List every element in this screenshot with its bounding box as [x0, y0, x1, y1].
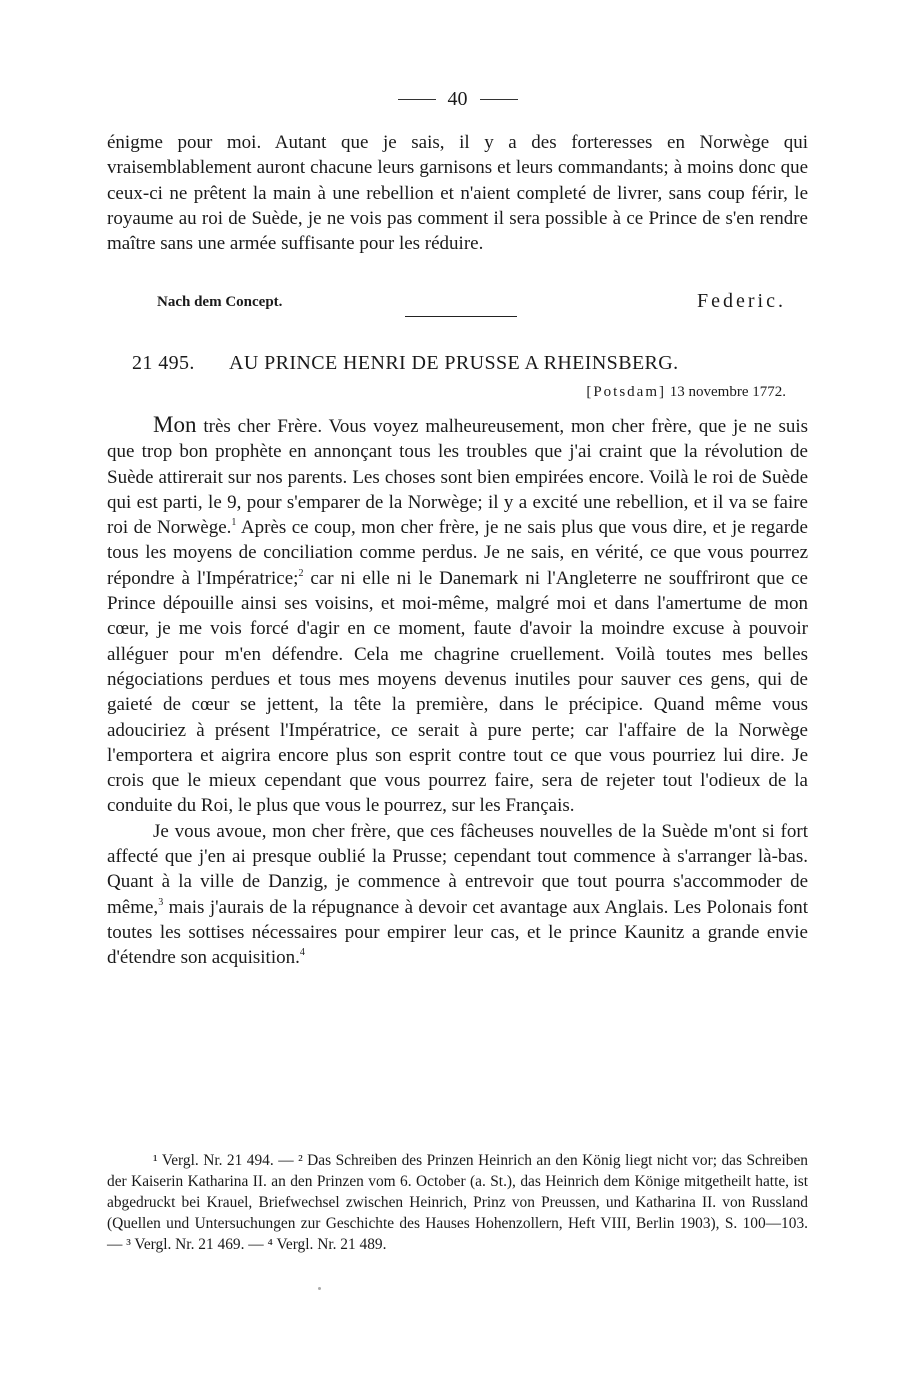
- source-note: Nach dem Concept.: [157, 294, 283, 310]
- letter-paragraph-1: [107, 412, 808, 819]
- signoff-rule: [405, 316, 517, 317]
- intro-paragraph: [107, 130, 808, 256]
- header-dash-right: [480, 99, 518, 100]
- letter-p1-c: car ni elle ni le Danemark ni l'Angleterre ne souffriront que ce Prince dépouille ainsi ses voisins, et moi-même, malgré moi et dans l'amertume de mon cœur, je me vois forcé d'agir en ce moment, faute d'avoir la moindre excuse à pouvoir alléguer pour m'en défendre. Cela me chagrine cruellement. Voilà toutes mes belles négociations perdues et tous mes moyens devenus inutiles pour sauver ces gens, qui de gaieté de cœur se jettent, la tête la première, dans le précipice. Quand même vous adouciriez à présent l'Impératrice, ce serait à pure perte; car l'affaire de la Norwège l'emportera et aigrira encore plus son esprit contre tout ce que vous pourriez lui dire. Je crois que le mieux cependant que vous pourrez faire, sera de rejeter tout l'odieux de la conduite du Roi, le plus que vous le pourrez, sur les Français.: [107, 567, 808, 817]
- footnote-ref-1[interactable]: 1: [231, 517, 237, 529]
- letter-p2-a: Je vous avoue, mon cher frère, que ces fâcheuses nouvelles de la Suède m'ont si fort affecté que j'en ai presque oublié la Prusse; cependant tout commence à s'arranger là-bas. Quant à la ville de Danzig, je commence à entrevoir que tout pourra s'accommoder de même,: [107, 820, 808, 918]
- footnote-ref-2[interactable]: 2: [298, 567, 304, 579]
- letter-body: [107, 412, 808, 971]
- letter-title: AU PRINCE HENRI DE PRUSSE A RHEINSBERG.: [229, 352, 679, 374]
- page-mark-dot: [318, 1287, 321, 1290]
- letter-number: 21 495.: [132, 352, 195, 374]
- footnotes-text: ¹ Vergl. Nr. 21 494. — ² Das Schreiben des Prinzen Heinrich an den König liegt nicht vor; das Schreiben der Kaiserin Katharina II. an den Prinzen vom 6. October (a. St.), das Heinrich dem Könige mitgetheilt hatte, ist abgedruckt bei Krauel, Briefwechsel zwischen Heinrich, Prinz von Preussen, und Katharina II. von Russland (Quellen und Untersuchungen zur Geschichte des Hauses Hohenzollern, Heft VIII, Berlin 1903), S. 100—103. — ³ Vergl. Nr. 21 469. — ⁴ Vergl. Nr. 21 489.: [107, 1152, 808, 1253]
- footnote-ref-4[interactable]: 4: [299, 947, 305, 959]
- header-dash-left: [398, 99, 436, 100]
- signoff: [107, 290, 808, 320]
- footnotes: [107, 1150, 808, 1255]
- page-header: [107, 88, 808, 111]
- dateline: [586, 384, 786, 401]
- page-number: 40: [447, 88, 468, 110]
- salutation-word: Mon: [153, 412, 197, 437]
- dateline-date: 13 novembre 1772.: [669, 384, 786, 400]
- intro-text: énigme pour moi. Autant que je sais, il y a des forteresses en Norwège qui vraisemblablement auront chacune leurs garnisons et leurs commandants; à moins donc que ceux-ci ne prêtent la main à une rebellion et n'aient completé de livrer, sans coup férir, le royaume au roi de Suède, je ne vois pas comment il sera possible à ce Prince de s'en rendre maître sans une armée suffisante pour les réduire.: [107, 132, 808, 255]
- dateline-place: [Potsdam]: [586, 384, 667, 400]
- signature: Federic.: [697, 290, 786, 312]
- letter-p1-b: Après ce coup, mon cher frère, je ne sais plus que vous dire, et je regarde tous les moyens de conciliation comme perdus. Je ne sais, en vérité, ce que vous pourrez répondre à l'Impératrice;: [107, 517, 808, 589]
- letter-p1-a: très cher Frère. Vous voyez malheureusement, mon cher frère, que je ne suis que trop bon prophète en annonçant tous les troubles que j'ai craint que la révolution de Suède attirerait sur nos parents. Les choses sont bien empirées encore. Voilà le roi de Suède qui est parti, le 9, pour s'emparer de la Norwège; il y a excité une rebellion, et il va se faire roi de Norwège.: [107, 416, 809, 539]
- footnote-ref-3[interactable]: 3: [158, 896, 164, 908]
- letter-p2-b: mais j'aurais de la répugnance à devoir cet avantage aux Anglais. Les Polonais font toutes les sottises nécessaires pour empirer leur cas, et le prince Kaunitz a grande envie d'étendre son acquisition.: [107, 896, 808, 969]
- letter-paragraph-2: [107, 819, 808, 971]
